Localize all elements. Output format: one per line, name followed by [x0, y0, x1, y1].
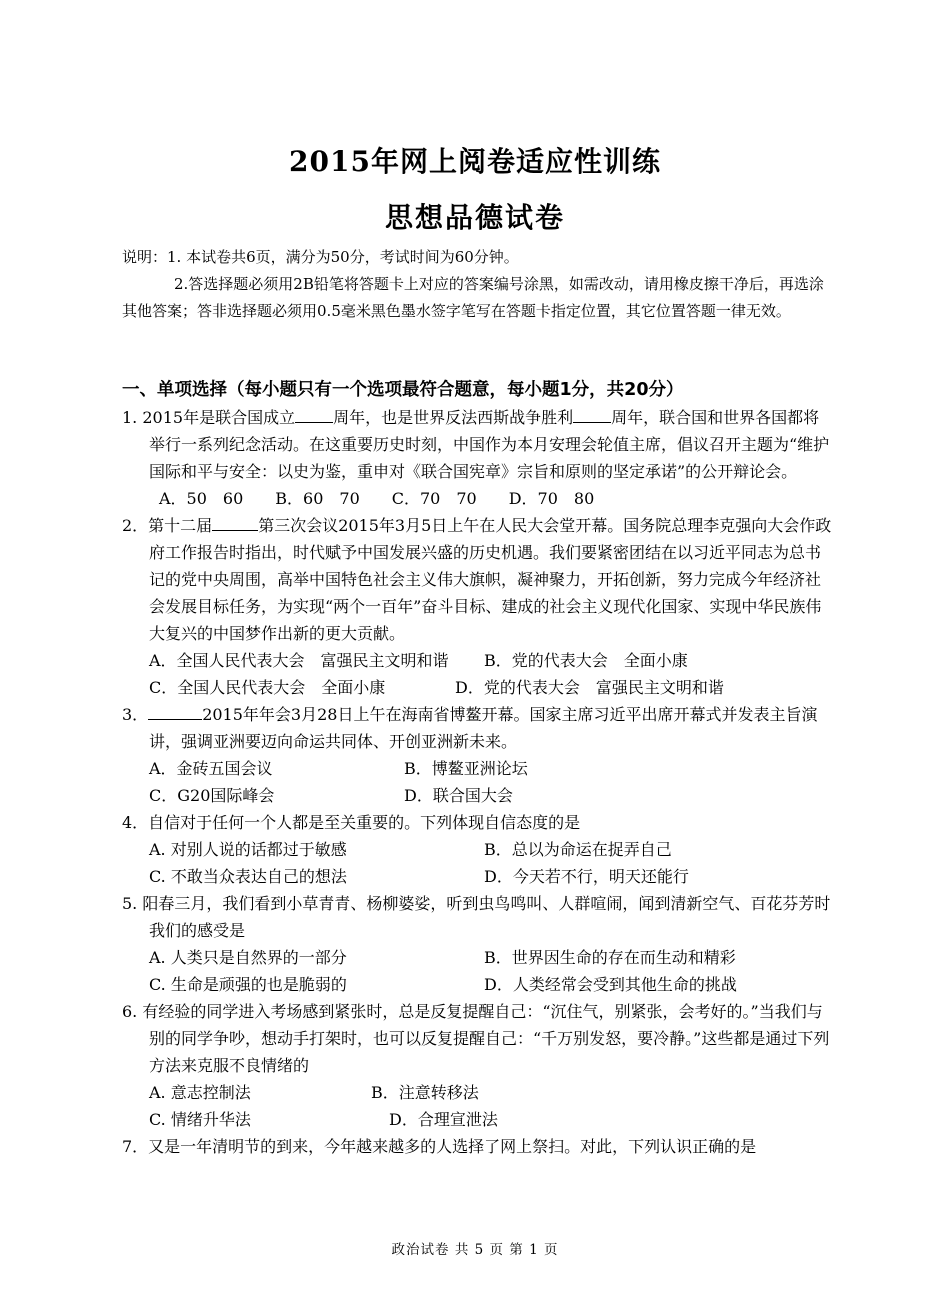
question-3-options-row-1 [122, 755, 832, 782]
question-6-options-row-2 [122, 1106, 832, 1133]
instructions [122, 244, 834, 325]
q3-text-a: 3． [122, 705, 149, 724]
question-5-options-row-2 [122, 971, 832, 998]
q1-blank-1 [295, 404, 333, 423]
q4-option-d: D．今天若不行，明天还能行 [484, 867, 689, 886]
question-1-stem [122, 404, 832, 485]
question-3 [122, 701, 832, 809]
q1-text-c: 周年，联合国和世界各国都将举行一系列纪念活动。在这重要历史时刻，中国作为本月安理会轮值主席，倡议召开主题为“维护国际和平与安全：以史为鉴，重申对《联合国宪章》宗旨和原则的坚定承诺”的公开辩论会。 [149, 408, 830, 481]
q5-option-a: A. 人类只是自然界的一部分 [149, 948, 347, 967]
question-1-options: A．50 60 B．60 70 C．70 70 D．70 80 [159, 489, 595, 508]
q6-option-c: C. 情绪升华法 [149, 1110, 251, 1129]
question-1 [122, 404, 832, 512]
q2-option-b: B．党的代表大会 全面小康 [484, 651, 688, 670]
question-4-options-row-2 [122, 863, 832, 890]
q1-text-b: 周年，也是世界反法西斯战争胜利 [333, 408, 574, 427]
q3-blank [148, 701, 202, 720]
q2-text-a: 2．第十二届 [122, 516, 213, 535]
q2-text-b: 第三次会议2015年3月5日上午在人民大会堂开幕。国务院总理李克强向大会作政府工作报告时指出，时代赋予中国发展兴盛的历史机遇。我们要紧密团结在以习近平同志为总书记的党中央周围，高举中国特色社会主义伟大旗帜，凝神聚力，开拓创新，努力完成今年经济社会发展目标任务，为实现“两个一百年”奋斗目标、建成的社会主义现代化国家、实现中华民族伟大复兴的中国梦作出新的更大贡献。 [149, 516, 832, 643]
exam-subtitle: 思想品德试卷 [384, 201, 565, 234]
question-2-options-row-2 [122, 674, 832, 701]
question-3-options-row-2 [122, 782, 832, 809]
instruction-line-1: 说明：1. 本试卷共6页，满分为50分，考试时间为60分钟。 [122, 248, 519, 266]
q6-option-b: B．注意转移法 [371, 1083, 479, 1102]
q2-option-a: A．全国人民代表大会 富强民主文明和谐 [149, 651, 449, 670]
question-4-options-row-1 [122, 836, 832, 863]
q2-option-d: D．党的代表大会 富强民主文明和谐 [455, 678, 724, 697]
q3-option-c: C．G20国际峰会 [149, 786, 275, 805]
question-6-options-row-1 [122, 1079, 832, 1106]
question-6 [122, 998, 832, 1133]
q1-text-a: 1. 2015年是联合国成立 [122, 408, 296, 427]
q3-option-b: B．博鳌亚洲论坛 [404, 759, 528, 778]
q5-option-b: B．世界因生命的存在而生动和精彩 [484, 948, 736, 967]
q6-option-a: A. 意志控制法 [149, 1083, 251, 1102]
question-2-stem [122, 512, 832, 647]
q4-option-c: C. 不敢当众表达自己的想法 [149, 867, 347, 886]
question-list [122, 404, 832, 1160]
question-5 [122, 890, 832, 998]
question-5-stem: 5. 阳春三月，我们看到小草青青、杨柳婆娑，听到虫鸟鸣叫、人群喧闹，闻到清新空气、百花芬芳时我们的感受是 [122, 894, 831, 940]
question-6-stem: 6. 有经验的同学进入考场感到紧张时，总是反复提醒自己：“沉住气，别紧张，会考好的。”当我们与别的同学争吵，想动手打架时，也可以反复提醒自己：“千万别发怒，要冷静。”这些都是通过下列方法来克服不良情绪的 [122, 1002, 830, 1075]
q1-blank-2 [573, 404, 611, 423]
question-4-stem: 4．自信对于任何一个人都是至关重要的。下列体现自信态度的是 [122, 813, 581, 832]
q4-option-a: A. 对别人说的话都过于敏感 [149, 840, 347, 859]
question-7-stem: 7．又是一年清明节的到来，今年越来越多的人选择了网上祭扫。对此，下列认识正确的是 [122, 1137, 757, 1156]
question-2-options-row-1 [122, 647, 832, 674]
q4-option-b: B．总以为命运在捉弄自己 [484, 840, 672, 859]
section-heading: 一、单项选择（每小题只有一个选项最符合题意，每小题1分，共20分） [122, 380, 684, 400]
question-4 [122, 809, 832, 890]
question-2 [122, 512, 832, 701]
q3-option-d: D．联合国大会 [404, 786, 513, 805]
instruction-line-2: 2.答选择题必须用2B铅笔将答题卡上对应的答案编号涂黑，如需改动，请用橡皮擦干净后，再选涂其他答案；答非选择题必须用0.5毫米黑色墨水签字笔写在答题卡指定位置，其它位置答题一律无效。 [122, 275, 824, 320]
question-7 [122, 1133, 832, 1160]
q3-text-b: 2015年年会3月28日上午在海南省博鳌开幕。国家主席习近平出席开幕式并发表主旨演讲，强调亚洲要迈向命运共同体、开创亚洲新未来。 [149, 705, 818, 751]
q5-option-d: D．人类经常会受到其他生命的挑战 [484, 975, 737, 994]
page-footer: 政治试卷 共 5 页 第 1 页 [391, 1242, 559, 1258]
q3-option-a: A．金砖五国会议 [149, 759, 273, 778]
q2-option-c: C．全国人民代表大会 全面小康 [149, 678, 386, 697]
q5-option-c: C. 生命是顽强的也是脆弱的 [149, 975, 347, 994]
question-5-options-row-1 [122, 944, 832, 971]
question-3-stem [122, 701, 832, 755]
exam-title: 2015年网上阅卷适应性训练 [289, 145, 661, 178]
q2-blank [212, 512, 258, 531]
q6-option-d: D．合理宣泄法 [389, 1110, 498, 1129]
